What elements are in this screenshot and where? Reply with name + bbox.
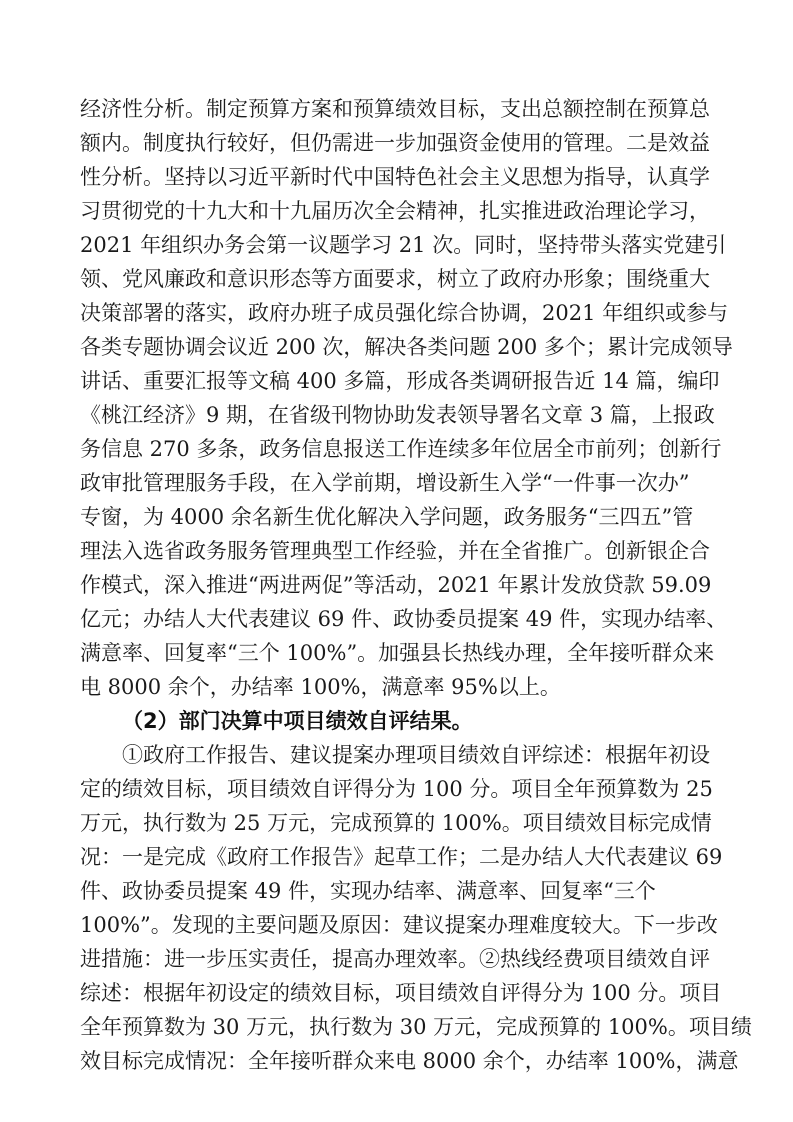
paragraph-line: 定的绩效目标，项目绩效自评得分为 100 分。项目全年预算数为 25 [80, 777, 713, 801]
paragraph-line: 额内。制度执行较好，但仍需进一步加强资金使用的管理。二是效益 [80, 131, 710, 155]
paragraph-line: 亿元；办结人大代表建议 69 件、政协委员提案 49 件，实现办结率、 [80, 607, 728, 631]
paragraph-line: 领、党风廉政和意识形态等方面要求，树立了政府办形象；围绕重大 [80, 267, 710, 291]
paragraph-line: 决策部署的落实，政府办班子成员强化综合协调，2021 年组织或参与 [80, 301, 729, 325]
paragraph-line: 作模式，深入推进“两进两促”等活动，2021 年累计发放贷款 59.09 [80, 573, 712, 597]
paragraph-line: 务信息 270 多条，政务信息报送工作连续多年位居全市前列；创新行 [80, 437, 722, 461]
paragraph-line: 电 8000 余个，办结率 100%，满意率 95%以上。 [80, 675, 561, 699]
paragraph-line: 进措施：进一步压实责任，提高办理效率。②热线经费项目绩效自评 [80, 947, 710, 971]
paragraph-line: 2021 年组织办务会第一议题学习 21 次。同时，坚持带头落实党建引 [80, 233, 727, 257]
paragraph-line: 讲话、重要汇报等文稿 400 多篇，形成各类调研报告近 14 篇，编印 [80, 369, 720, 393]
paragraph-line: 专窗，为 4000 余名新生优化解决入学问题，政务服务“三四五”管 [80, 505, 694, 529]
paragraph-line: 经济性分析。制定预算方案和预算绩效目标，支出总额控制在预算总 [80, 97, 710, 121]
paragraph-line: 性分析。坚持以习近平新时代中国特色社会主义思想为指导，认真学 [80, 165, 710, 189]
paragraph-line: 综述：根据年初设定的绩效目标，项目绩效自评得分为 100 分。项目 [80, 981, 722, 1005]
paragraph-line: 万元，执行数为 25 万元，完成预算的 100%。项目绩效目标完成情 [80, 811, 712, 835]
paragraph-line: 满意率、回复率“三个 100%”。加强县长热线办理，全年接听群众来 [80, 641, 715, 665]
paragraph-line: 况：一是完成《政府工作报告》起草工作；二是办结人大代表建议 69 [80, 845, 723, 869]
paragraph-line: 政审批管理服务手段，在入学前期，增设新生入学“一件事一次办” [80, 471, 690, 495]
section-heading: （2）部门决算中项目绩效自评结果。 [122, 709, 473, 733]
paragraph-line: 全年预算数为 30 万元，执行数为 30 万元，完成预算的 100%。项目绩 [80, 1015, 752, 1039]
paragraph-line: 《桃江经济》9 期，在省级刊物协助发表领导署名文章 3 篇，上报政 [80, 403, 715, 427]
paragraph-line: 理法入选省政务服务管理典型工作经验，并在全省推广。创新银企合 [80, 539, 710, 563]
paragraph-line: 习贯彻党的十九大和十九届历次全会精神，扎实推进政治理论学习， [80, 199, 710, 223]
paragraph-line: 效目标完成情况：全年接听群众来电 8000 余个，办结率 100%，满意 [80, 1049, 739, 1073]
paragraph-line: ①政府工作报告、建议提案办理项目绩效自评综述：根据年初设 [122, 743, 710, 767]
paragraph-line: 各类专题协调会议近 200 次，解决各类问题 200 多个；累计完成领导 [80, 335, 733, 359]
paragraph-line: 100%”。发现的主要问题及原因：建议提案办理难度较大。下一步改 [80, 913, 718, 937]
paragraph-line: 件、政协委员提案 49 件，实现办结率、满意率、回复率“三个 [80, 879, 656, 903]
